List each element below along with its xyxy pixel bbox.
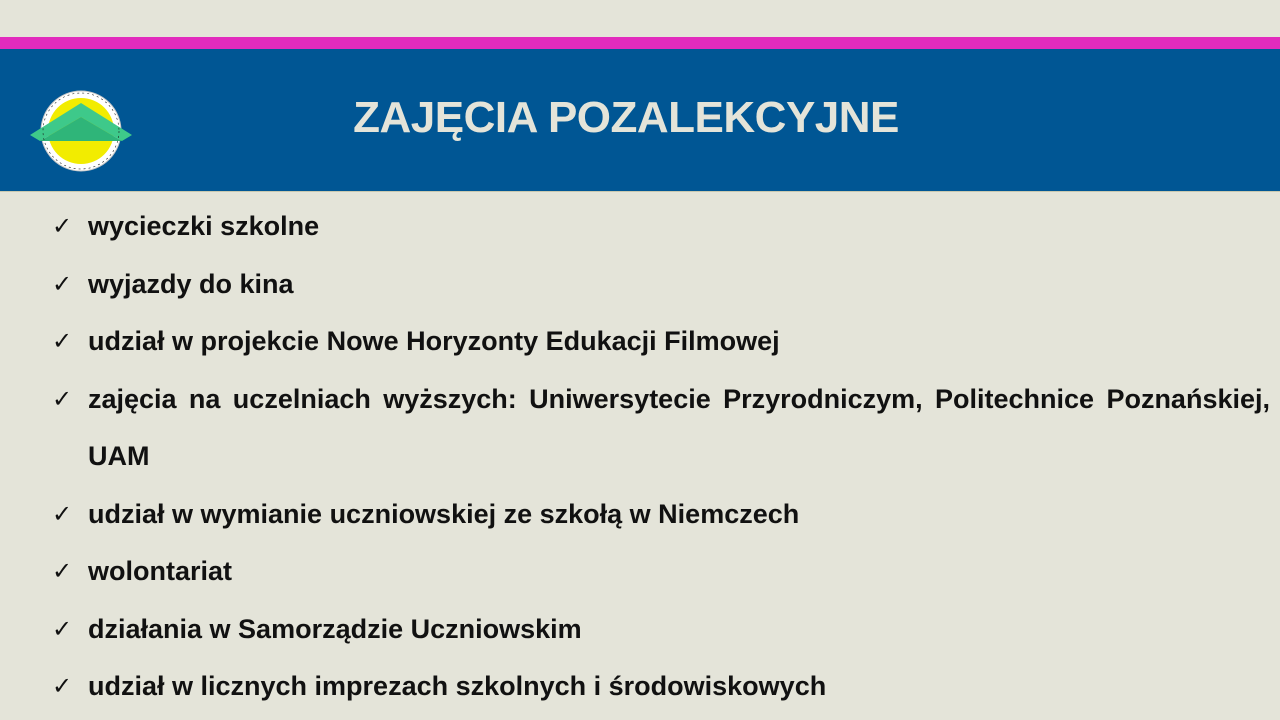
list-item-text: działania w Samorządzie Uczniowskim — [88, 613, 582, 644]
slide-title: ZAJĘCIA POZALEKCYJNE — [353, 93, 899, 142]
header-banner — [0, 49, 1280, 192]
list-item-text: wyjazdy do kina — [88, 268, 294, 299]
check-icon: ✓ — [52, 384, 73, 413]
check-icon: ✓ — [52, 672, 73, 700]
list-item-text: udział w licznych imprezach szkolnych i środowiskowych — [88, 671, 827, 701]
list-item — [52, 486, 1270, 544]
list-item — [52, 371, 1270, 486]
list-item-text: wycieczki szkolne — [88, 211, 320, 241]
check-icon: ✓ — [52, 212, 73, 240]
list-item — [52, 601, 1270, 659]
list-item — [52, 198, 1270, 256]
check-icon: ✓ — [52, 327, 73, 355]
check-icon: ✓ — [52, 557, 73, 585]
check-icon: ✓ — [52, 269, 73, 298]
list-item — [52, 658, 1270, 716]
list-item-text: udział w projekcie Nowe Horyzonty Edukacji Filmowej — [88, 326, 780, 356]
check-icon: ✓ — [52, 614, 73, 643]
list-item-text: udział w wymianie uczniowskiej ze szkołą w Niemczech — [88, 498, 800, 529]
list-item — [52, 256, 1270, 314]
check-icon: ✓ — [52, 499, 73, 528]
list-item — [52, 543, 1270, 601]
list-item-text: zajęcia na uczelniach wyższych: Uniwersytecie Przyrodniczym, Politechnice Poznańskiej, UAM — [88, 383, 1270, 471]
bullet-list — [52, 198, 1270, 716]
list-item — [52, 313, 1270, 371]
accent-bar — [0, 37, 1280, 49]
list-item-text: wolontariat — [88, 556, 233, 586]
